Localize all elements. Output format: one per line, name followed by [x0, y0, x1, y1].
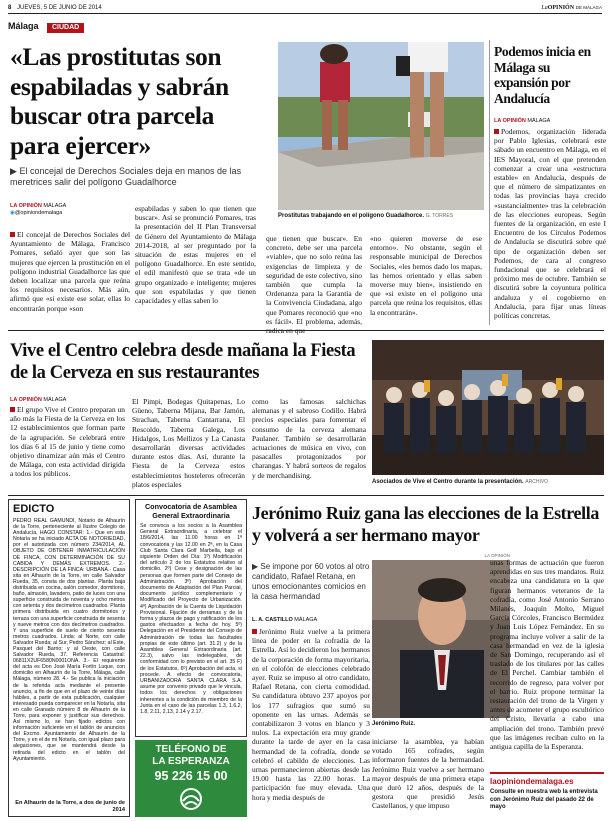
main-col-4: «no quieren moverse de ese entorno». No obstante, según el responsable municipal de Derechos Sociales, «les hemos dado los mapas, las hemos orientado y ellas saben moverse muy bien», insistiendo en que «si existe en el polígono una parcela que reúna los requisitos, ellas la encontrarán».	[370, 234, 482, 317]
article-start-marker	[10, 232, 15, 237]
beer-photo-caption: Asociados de Vive el Centro durante la presentación. ARCHIVO	[372, 479, 549, 485]
phone-box-line1: TELÉFONO DE	[155, 744, 227, 755]
column-divider	[489, 40, 490, 325]
convocatoria-body: Se convoca a los socios a la Asamblea General Extraordinaria, a celebrar el 18/6/2014, las 11.00 horas en 1ª convocatoria y las 12.00 en 2ª, en la Casa Club Santa Clara Golf Marbella, bajo el siguiente Orden del Día: 1º) Modificación del artículo 2 de los Estatutos relativo al domicilio. 2º) Cese y designación de las personas que formen parte del Consejo de Administración. 3º) Aprobación del documento de Adaptación del Plan Parcial, documento jurídico complementario y Modificado del Proyecto de Urbanización. 4º) Aprobación de la Cuenta de Liquidación Provisional. Fijación de derramas y de la forma y plazos de pago y ratificación de los gastos efectuados a fecha de hoy. 5º) Delegación en el Presidente del Consejo de Administración de todas las facultades propias de este último (art. 31.2) y de la Asamblea General Extraordinaria (art. 22.3), salvo las indelegables, de conformidad con lo previsto en el art. 35 F) de los Estatutos. 6º) Aprobación del acta, si procede. A efecto de convocatoria, URBANIZADORA SANTA CLARA S.A. asume por convenio privado que le vincula, todos los derechos y obligaciones inherentes a la condición de miembro de la Junta en el caso de las parcelas 1.3, 1.6.2, 1.8, 2.11, 2.13, 2.14 y 2.17.	[140, 523, 242, 716]
edicto-body: PEDRO REAL GAMUNDI, Notario de Alhaurín de la Torre, perteneciente al Ilustre Colegio de Andalucía, HAGO CONSTAR: 1.- Que en esta Notaría se ha iniciado ACTA DE NOTORIEDAD, por el autorizada con número 234/2014, AL OBJETO DE OBTENER INMATRICULACIÓN DE FINCA, CON DETERMINACIÓN DE SU CABIDA Y DEMÁS EXTREMOS. 2.- DESCRIPCIÓN DE LA FINCA: URBANA.- Casa sita en Alhaurín de la Torre, en calle Salvador Rueda, 35, consta de dos plantas. Planta baja distribuida en cocina, salón comedor, dormitorio, baño, almacén, lavadero, patio de luces con una superficie construida de noventa y ocho metros con setenta y dos decímetros cuadrados. Planta primera distribuida en cuatro dormitorios y terraza con una superficie construida de sesenta y nueve metros con dos decímetros cuadrados. Y una superficie de suelo de ciento sesenta metros cuadrados. Linda: al Norte, con calle Salvador Rueda; al Sur, Pedro Sánchez; al Este, Pasquet del Barrio; y al Oeste, con calle Salvador Rueda, 37. Referencia Catastral: 06811X2UF6580N0001ONA. 3.- El requirente del acta es Don José María Fortín Luque, con domicilio en Alhaurín de la Torre, Málaga, calle Málaga, número 28. 4.- Se publica la iniciación de la referida acta mediante el presente anuncio, a fin de que en el plazo de veinte días hábiles, a partir de esta publicación, cualquier interesado pueda comparecer en la Notaría, sita en calle Granado número 8 de Alhaurín de la Torre, para exponer y justificar sus derechos. Así mismo lo, se han fijado edictos con información suficiente en el tablón de anuncios del Excmo. Ayuntamiento de Alhaurín de la Torre, y en el de mi Notaría, con igual plazo para alegaciones, que se mantendrá desde la retirada del edicto en el tablón del Ayuntamiento.	[13, 518, 125, 762]
beer-col-3: como las famosas salchichas alemanas y el sabroso Codillo. Habrá precios especiales para fomentar el consumo de la cerveza alemana Paulaner. También se desarrollarán actuaciones de música en vivo, con pasacalles protagonizados por charangas. Y habrá sorteos de regalos y de merchandising.	[252, 397, 366, 480]
beer-byline: LA OPINIÓN MÁLAGA	[10, 397, 67, 403]
article-start-marker	[10, 407, 15, 412]
page-date: JUEVES, 5 DE JUNIO DE 2014	[17, 5, 102, 11]
main-col-2: espabiladas y saben lo que tienen que buscar». Así se pronunció Pomares, tras la presentación del II Plan Transversal de Género del Ayuntamiento de Málaga 2014-2018, al ser preguntado por la situación de estas mujeres en el polígono Guadalhorce. En este sentido, el edil manifestó que se trata «de un grupo organizado e inteligente; mujeres que son espabiladas y que tienen capacidades y ellas saben lo	[135, 204, 256, 306]
section-bar	[8, 16, 602, 31]
section-badge: CIUDAD	[47, 23, 84, 33]
beer-headline: Vive el Centro celebra desde mañana la Fiesta de la Cerveza en sus restaurantes	[10, 341, 356, 383]
side-body: Podemos, organización liderada por Pablo Iglesias, celebrará este sábado un encuentro en Málaga, en el IES Mayoral, con el que pretenden comenzar a crear una «estructura estable» en Andalucía, después de que el número de simpatizantes en todas las provincias haya crecido «sustancialmente» tras la celebración de las elecciones europeas. Según fuentes de la organización, en este I Encuentro de los Círculos Podemos de Andalucía se discutirá sobre qué tipo de organización deben ser Podemos, de cara al congreso fundacional que se celebrará el próximo mes de octubre. También se discutirá sobre la coyuntura política andaluza y el cogobierno en Andalucía, para fijar unas líneas políticas concretas.	[494, 127, 606, 321]
page-header	[8, 2, 602, 14]
web-promo-text: Consulte en nuestra web la entrevista con Jerónimo Ruiz del pasado 22 de mayo	[490, 789, 598, 810]
main-photo-caption: Prostitutas trabajando en el polígono Guadalhorce. G. TORRES	[278, 213, 454, 219]
beer-col-2: El Pimpi, Bodegas Quitapenas, Lo Güeno, Taberna Mijana, Bar Jamón, Strachan, Taberna Cantarrana, El Rescoldo, Taberna Galega, Los Hidalgos, Los Mellizos y La Canasta desarrollarán diversas actividades durante estos días. Así, durante la Fiesta de la Cerveza estos establecimientos hosteleros ofrecerán platos especiales	[132, 397, 245, 489]
article-start-marker	[252, 629, 257, 634]
triangle-bullet-icon: ▶	[10, 166, 17, 176]
ruiz-col-3: unas formas de actuación que fueron aprendidas en sus tres mandatos. Ruiz encabeza una candidatura en la que figuran hermanos veteranos de la cofradía, como José Antonio Serrano Milanés, Joaquín Molto, Miguel García Córcoles, Francisco Bermúdez y Juan Luis López Fernández. En su programa incluye volver a salir de la casa hermandad en vez de la iglesia de San Domingo, recuperando así el traslado de los titulares por las calles de El Perchel. Cambiar también el recorrido de regreso, para volver por el barrio. Ruiz propone terminar la restauración del trono de la Virgen y antes de acometer el grupo escultórico del Cristo, llevaría a cabo una ampliación del trono. También prevé que las imágenes reciban culto en la antigua capilla de la Esperanza.	[490, 558, 604, 752]
main-col-1: El concejal de Derechos Sociales del Ayuntamiento de Málaga, Francisco Pomares, señaló ayer que son las mujeres que ejercen la prostitución en el polígono industrial Guadalhorce las que deben localizar una parcela que reúna los requisitos necesarios. Más aún, afirmó que «si existe ese solar, ellas lo encontrarán porque «son	[10, 230, 130, 313]
web-promo-url[interactable]: laopiniondemalaga.es	[490, 777, 574, 786]
edicto-box	[8, 499, 130, 817]
convocatoria-box	[135, 499, 247, 737]
prostitutes-photo	[278, 42, 484, 210]
side-byline: LA OPINIÓN MÁLAGA	[494, 118, 551, 124]
hands-icon	[161, 787, 221, 811]
edicto-signature: En Alhaurín de la Torre, a dos de junio de 2014	[15, 800, 125, 813]
ruiz-headline: Jerónimo Ruiz gana las elecciones de la Estrella y volverá a ser hermano mayor	[252, 503, 599, 545]
edicto-title: EDICTO	[13, 503, 55, 515]
convocatoria-title: Convocatoria de Asamblea General Extraordinaria	[144, 502, 237, 520]
web-promo-box[interactable]	[490, 772, 604, 817]
page-number: 8	[8, 5, 12, 11]
section-rule-2	[8, 495, 604, 496]
newspaper-brand: LaOPINIÓN DE MÁLAGA	[541, 5, 602, 11]
side-headline: Podemos inicia en Málaga su expansión por Andalucía	[494, 44, 591, 106]
main-byline: LA OPINIÓN MÁLAGA ◉@opiniondemalaga	[10, 203, 67, 216]
twitter-icon: ◉	[10, 210, 15, 216]
phone-box-line2: LA ESPERANZA	[152, 756, 230, 767]
main-subhead: ▶ El concejal de Derechos Sociales deja en manos de las meretrices salir del polígono Guadalhorce	[10, 166, 242, 187]
ruiz-byline: L. A. CASTILLO MÁLAGA	[252, 617, 318, 623]
main-photo	[278, 42, 484, 210]
article-start-marker	[494, 129, 499, 134]
main-col-3: que tienen que buscar». En concreto, debe ser una parcela «viable», que no solo reúna las exigencias de limpieza y de seguridad de este colectivo, sino también que cumpla la Ordenanza para la Garantía de la Convivencia Ciudadana, algo que Pomares reconoció que «no es fácil». El problema, además,	[266, 234, 362, 326]
beer-photo	[372, 340, 604, 475]
main-headline: «Las prostitutas son espabiladas y sabrán buscar otra parcela para ejercer»	[10, 42, 229, 160]
ruiz-photo-credit: LA OPINIÓN	[484, 553, 510, 558]
triangle-bullet-icon: ▶	[252, 562, 259, 571]
beer-col-1: El grupo Vive el Centro preparan un año más la Fiesta de la Cerveza en los 12 establecimientos que forman parte de la agrupación. Se celebrará entre los días 6 al 15 de junio y tiene como objetivo dinamizar aún más el Centro de Málaga, con esta actividad dirigida a todos los públicos.	[10, 405, 125, 479]
phone-box	[135, 740, 247, 817]
ruiz-col-1: Jerónimo Ruiz vuelve a la primera línea de poder en la cofradía de la Estrella. Así lo decidieron los hermanos de la corporación de forma mayoritaria, en el colofón de elecciones celebrado ayer. Ruiz se impuso al otro candidato, Rafael Retana, con cierta comodidad. Su candidatura obtuvo 237 apoyos por los 177 sufragios que sumó su oponente en las urnas. Además se contabilizaron 3 votos en blanco y 3 nulos. La expectación era muy grande durante la tarde de ayer en la casa hermandad de la cofradía, donde se celebró el cabildo de elecciones. Las urnas permanecieron abiertas desde las 19.00 hasta las 22.00 horas. La participación fue muy elevada. Una hora y media después de	[252, 627, 370, 802]
vive-el-centro-photo	[372, 340, 604, 475]
ruiz-photo-caption: Jerónimo Ruiz.	[372, 721, 416, 727]
phone-box-number: 95 226 15 00	[154, 769, 228, 783]
ruiz-subhead: ▶ Se impone por 60 votos al otro candidato, Rafael Retana, en unos emocionantes comicios en la casa hermandad	[252, 562, 370, 601]
section-rule-1	[8, 330, 604, 331]
section-name: Málaga	[8, 21, 39, 31]
ruiz-col-2: iniciarse la asamblea, ya habían votado 165 cofrades, según informaron fuentes de la hermandad. Jerónimo Ruiz vuelve a ser hermano mayor después de una primera etapa que duró 12 años, después de la gestora que presidió Jesús Castellanos, y que impuso	[372, 737, 484, 811]
